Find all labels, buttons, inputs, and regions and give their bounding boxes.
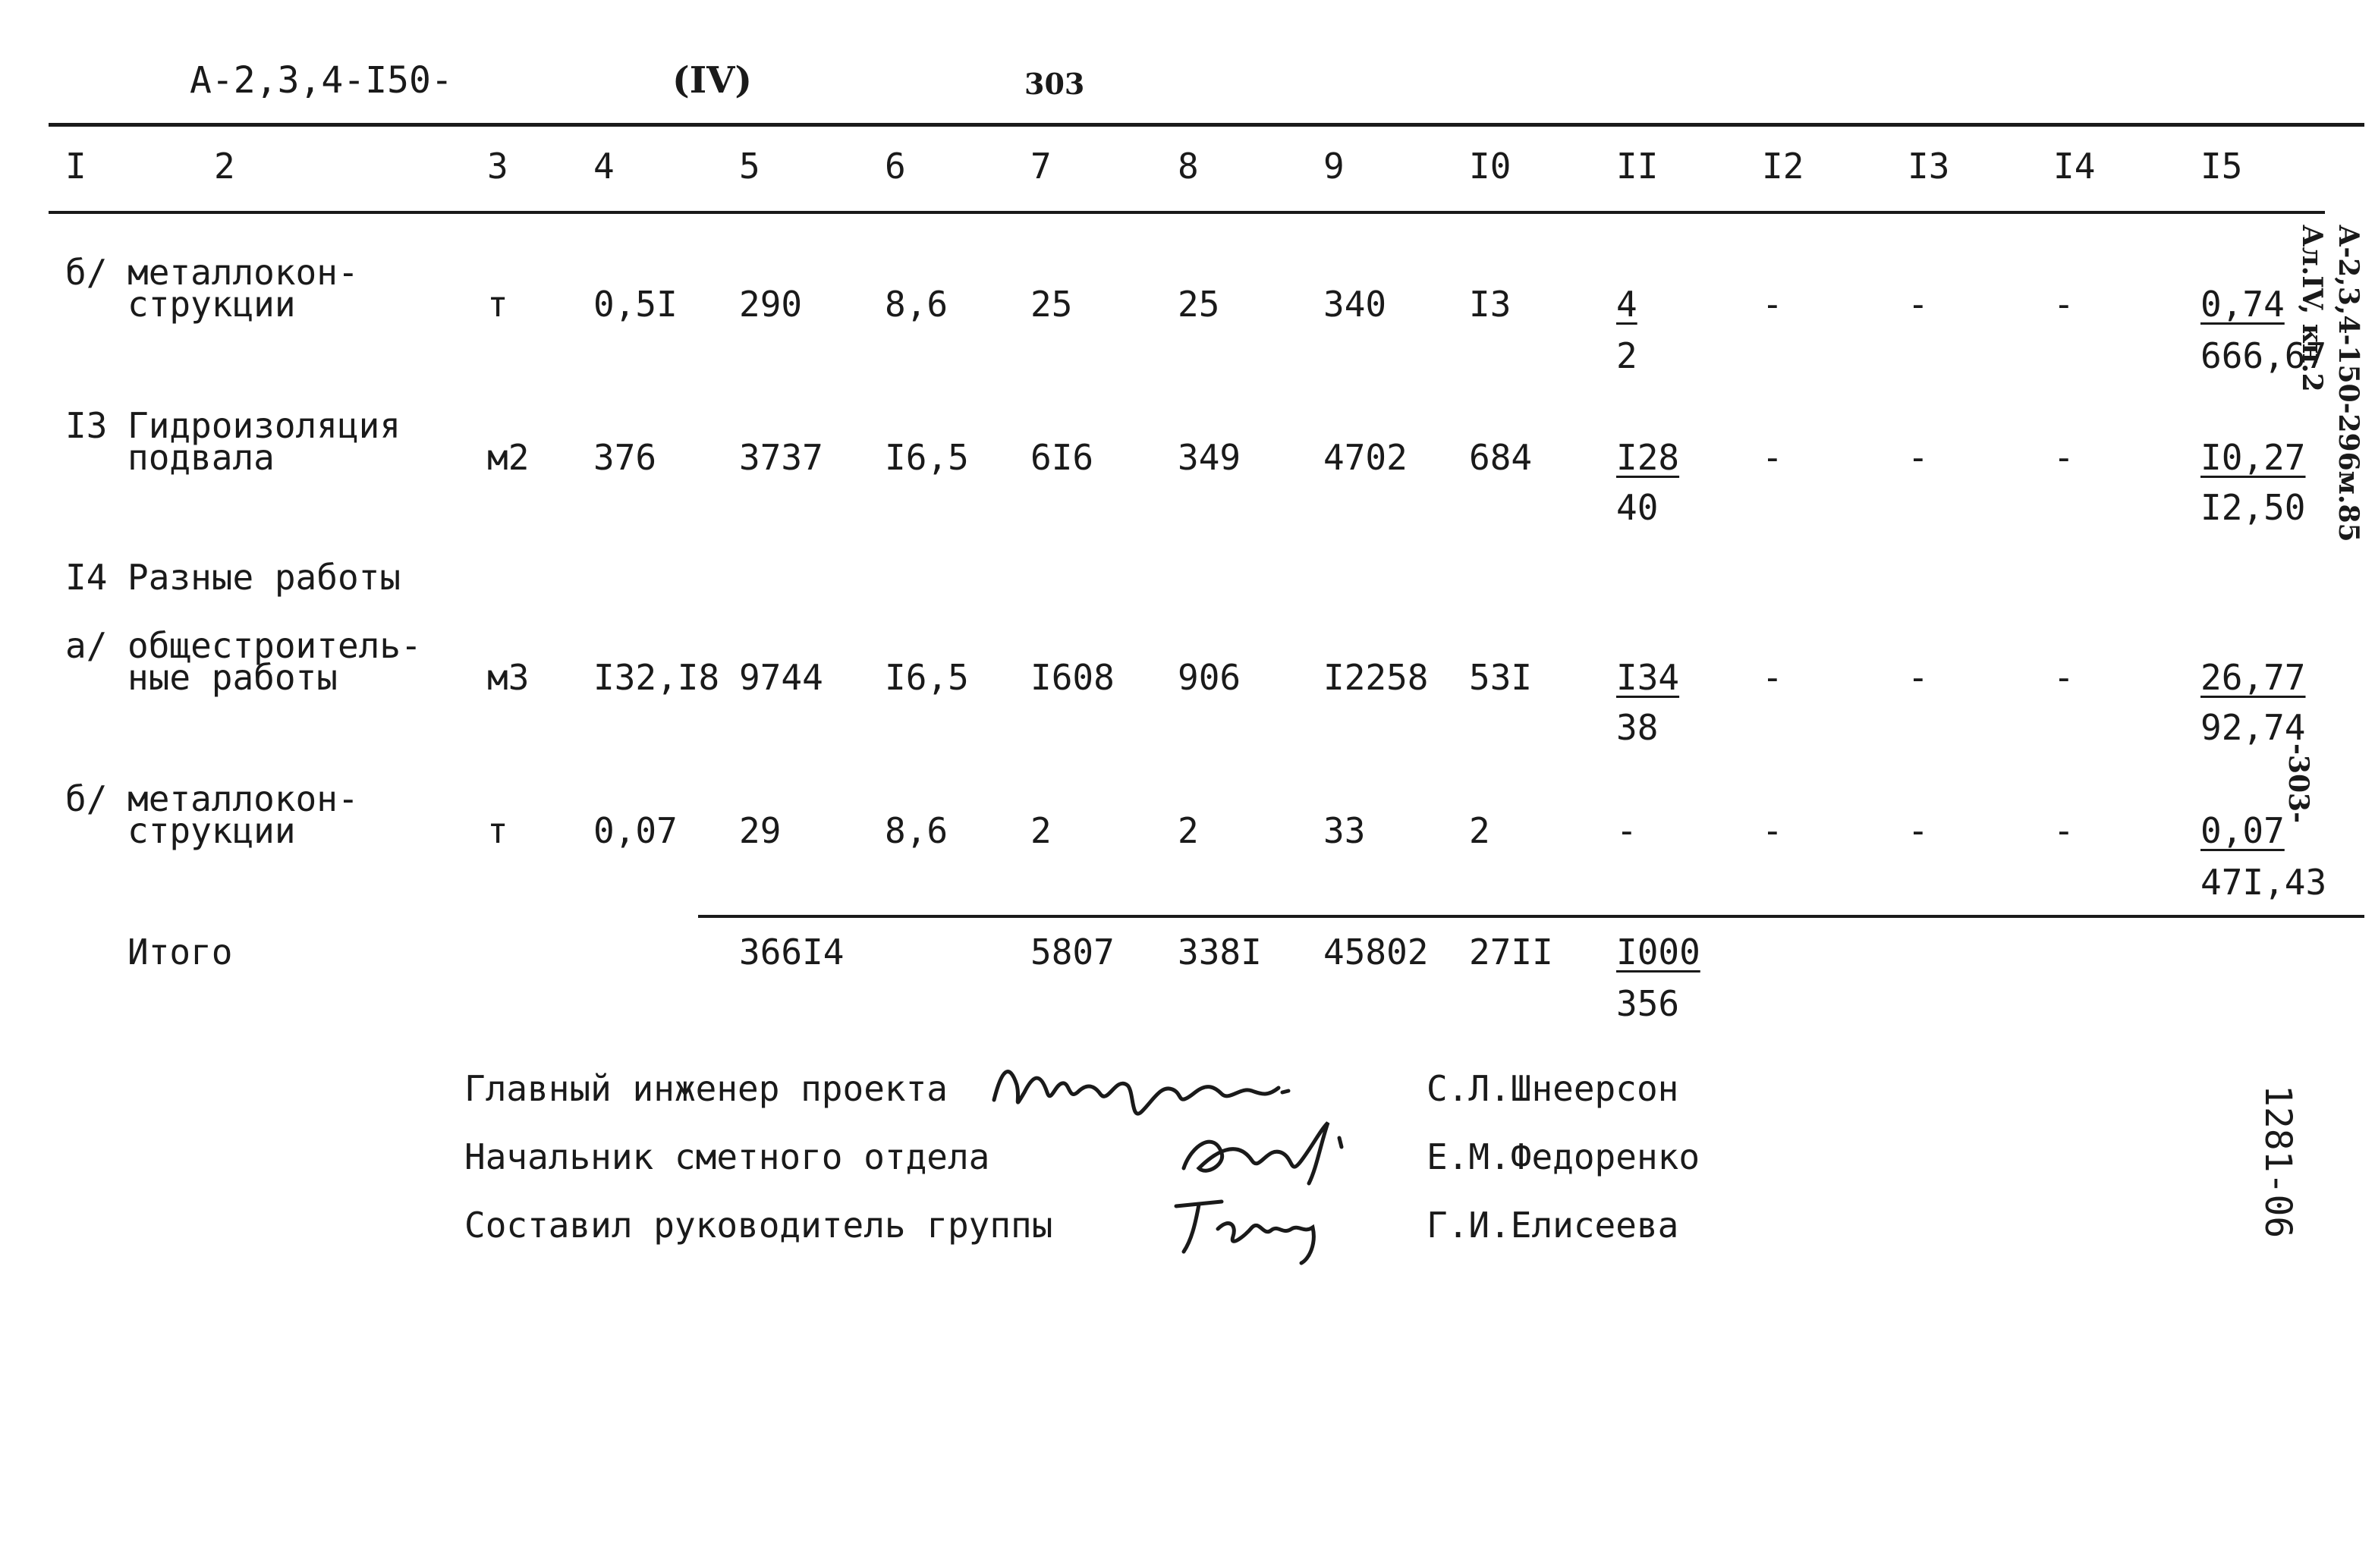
cell-fraction-bottom: 92,74 <box>2200 707 2306 748</box>
cell: I3 <box>1469 284 1512 325</box>
total-fraction-bottom: 356 <box>1616 983 1680 1024</box>
cell: 9744 <box>739 657 823 698</box>
row-name-cont: струкции <box>127 810 296 851</box>
cell: 53I <box>1469 657 1533 698</box>
column-header: I4 <box>2053 146 2096 187</box>
cell: - <box>1616 810 1637 851</box>
row-unit: т <box>487 810 508 851</box>
row-unit: т <box>487 284 508 325</box>
cell: 6I6 <box>1030 437 1094 478</box>
margin-page-number: -303- <box>2282 743 2314 824</box>
cell: 376 <box>593 437 657 478</box>
cell: 340 <box>1323 284 1387 325</box>
column-header: 3 <box>487 146 508 187</box>
volume-number: (IV) <box>672 59 753 102</box>
signature-name: Е.М.Федоренко <box>1427 1136 1700 1177</box>
cell-fraction-bottom: 38 <box>1616 707 1659 748</box>
row-name: общестроитель- <box>127 625 422 666</box>
column-header: I2 <box>1762 146 1804 187</box>
cell: 2 <box>1469 810 1490 851</box>
cell: - <box>1762 284 1783 325</box>
cell-fraction-bottom: 666,67 <box>2200 335 2327 376</box>
cell: 8,6 <box>885 810 948 851</box>
cell-fraction-top: 26,77 <box>2200 657 2306 698</box>
cell: 906 <box>1178 657 1241 698</box>
cell: 33 <box>1323 810 1366 851</box>
signature-role: Начальник сметного отдела <box>464 1136 990 1177</box>
total-cell: 338I <box>1178 932 1262 973</box>
total-cell: 366I4 <box>739 932 845 973</box>
row-number: I3 <box>65 405 108 446</box>
total-label: Итого <box>127 932 233 973</box>
cell-fraction-bottom: I2,50 <box>2200 487 2306 528</box>
column-header: 6 <box>885 146 906 187</box>
cell: I608 <box>1030 657 1115 698</box>
signature-name: Г.И.Елисеева <box>1427 1205 1679 1246</box>
row-unit: м3 <box>487 657 530 698</box>
cell-fraction-bottom: 47I,43 <box>2200 862 2327 903</box>
cell: I6,5 <box>885 437 969 478</box>
row-name-cont: ные работы <box>127 657 338 698</box>
cell-fraction-top: I34 <box>1616 657 1680 698</box>
cell: 349 <box>1178 437 1241 478</box>
signature-name: С.Л.Шнеерсон <box>1427 1068 1679 1109</box>
cell-fraction-top: 0,07 <box>2200 810 2285 851</box>
document-number: 1281-06 <box>2257 1085 2299 1239</box>
cell: - <box>2053 810 2075 851</box>
column-header: I0 <box>1469 146 1512 187</box>
cell: - <box>1908 437 1929 478</box>
cell: I2258 <box>1323 657 1429 698</box>
cell: - <box>1908 284 1929 325</box>
row-name-cont: струкции <box>127 284 296 325</box>
cell-fraction-top: I28 <box>1616 437 1680 478</box>
column-header: I <box>65 146 87 187</box>
cell: - <box>2053 437 2075 478</box>
cell: - <box>2053 284 2075 325</box>
row-number: а/ <box>65 625 108 666</box>
row-name: Гидроизоляция <box>127 405 401 446</box>
row-unit: м2 <box>487 437 530 478</box>
cell: - <box>2053 657 2075 698</box>
row-number: б/ <box>65 778 108 819</box>
total-cell: 45802 <box>1323 932 1429 973</box>
total-rule <box>698 915 2364 918</box>
document-code: А-2,3,4-I50- <box>190 59 453 102</box>
column-header: 9 <box>1323 146 1345 187</box>
cell: 684 <box>1469 437 1533 478</box>
column-header: 4 <box>593 146 615 187</box>
row-name-cont: подвала <box>127 437 275 478</box>
cell: 3737 <box>739 437 823 478</box>
signature-role: Составил руководитель группы <box>464 1205 1053 1246</box>
total-cell: 5807 <box>1030 932 1115 973</box>
cell: I6,5 <box>885 657 969 698</box>
total-fraction-top: I000 <box>1616 932 1700 973</box>
cell: - <box>1908 657 1929 698</box>
cell: 0,07 <box>593 810 678 851</box>
cell: 2 <box>1030 810 1052 851</box>
cell-fraction-bottom: 2 <box>1616 335 1637 376</box>
margin-reference: А-2,3,4-150-296м.85 <box>2333 225 2364 542</box>
row-number: б/ <box>65 252 108 293</box>
row-name: металлокон- <box>127 778 359 819</box>
page-number: 303 <box>1024 67 1085 101</box>
column-header: I5 <box>2200 146 2243 187</box>
top-rule <box>49 123 2364 127</box>
cell: 0,5I <box>593 284 678 325</box>
column-header: 8 <box>1178 146 1199 187</box>
signature-role: Главный инженер проекта <box>464 1068 948 1109</box>
cell: 8,6 <box>885 284 948 325</box>
cell-fraction-top: I0,27 <box>2200 437 2306 478</box>
row-name: металлокон- <box>127 252 359 293</box>
cell: - <box>1762 657 1783 698</box>
margin-reference-sub: Ал.IV, кн.2 <box>2296 225 2328 392</box>
cell: I32,I8 <box>593 657 720 698</box>
row-number: I4 <box>65 557 108 598</box>
total-cell: 27II <box>1469 932 1553 973</box>
header-rule <box>49 211 2325 214</box>
cell: - <box>1762 437 1783 478</box>
cell-fraction-top: 4 <box>1616 284 1637 325</box>
cell-fraction-bottom: 40 <box>1616 487 1659 528</box>
cell: 29 <box>739 810 782 851</box>
column-header: 2 <box>214 146 235 187</box>
section-title: Разные работы <box>127 557 401 598</box>
handwritten-signature <box>1161 1183 1343 1267</box>
cell: 290 <box>739 284 803 325</box>
cell: - <box>1908 810 1929 851</box>
cell: 25 <box>1030 284 1073 325</box>
column-header: 5 <box>739 146 760 187</box>
column-header: II <box>1616 146 1659 187</box>
cell: 4702 <box>1323 437 1408 478</box>
cell: 2 <box>1178 810 1199 851</box>
cell: 25 <box>1178 284 1220 325</box>
cell-fraction-top: 0,74 <box>2200 284 2285 325</box>
column-header: I3 <box>1908 146 1950 187</box>
column-header: 7 <box>1030 146 1052 187</box>
cell: - <box>1762 810 1783 851</box>
